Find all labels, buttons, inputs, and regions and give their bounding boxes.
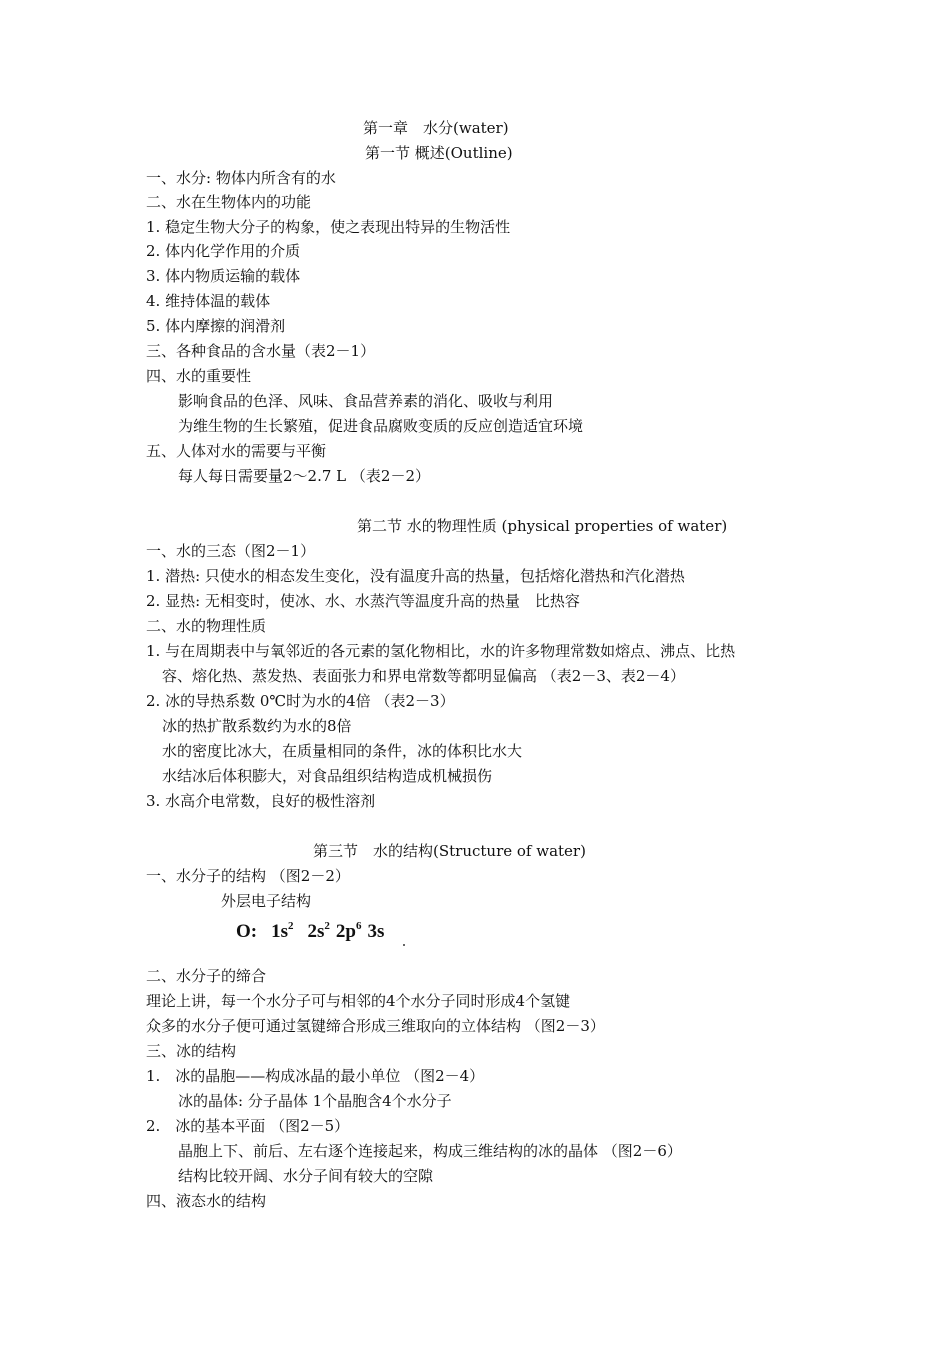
text-line: 三、冰的结构 [146, 1042, 237, 1060]
text-line: 3. 水高介电常数，良好的极性溶剂 [146, 792, 376, 810]
text-line: 众多的水分子便可通过氢键缔合形成三维取向的立体结构 （图2－3） [146, 1017, 605, 1035]
text-line: 结构比较开阔、水分子间有较大的空隙 [178, 1167, 434, 1185]
text-line: 二、水的物理性质 [146, 617, 267, 635]
text-line: 1. 冰的晶胞——构成冰晶的最小单位 （图2－4） [146, 1067, 485, 1085]
formula-term: 3s [367, 921, 385, 942]
text-line: 2. 冰的导热系数 0℃时为水的4倍 （表2－3） [146, 692, 455, 710]
text-line: 二、水分子的缔合 [146, 967, 267, 985]
electron-configuration-formula [236, 914, 384, 944]
text-line: 3. 体内物质运输的载体 [146, 267, 301, 285]
text-line: 1. 稳定生物大分子的构象，使之表现出特异的生物活性 [146, 218, 511, 236]
text-line: 5. 体内摩擦的润滑剂 [146, 317, 286, 335]
text-line: 2. 显热: 无相变时，使冰、水、水蒸汽等温度升高的热量 比热容 [146, 592, 580, 610]
text-line: 四、液态水的结构 [146, 1192, 267, 1210]
text-line: 容、熔化热、蒸发热、表面张力和界电常数等都明显偏高 （表2－3、表2－4） [162, 667, 685, 685]
formula-term: $2s^2$ [307, 920, 330, 942]
text-line: 四、水的重要性 [146, 367, 252, 385]
text-line: 三、各种食品的含水量（表2－1） [146, 342, 376, 360]
text-line: 理论上讲，每一个水分子可与相邻的4个水分子同时形成4个氢键 [146, 992, 571, 1010]
text-line: 每人每日需要量2～2.7 L （表2－2） [178, 467, 430, 485]
chapter-title: 第一章 水分(water) [363, 119, 509, 137]
text-line: 五、人体对水的需要与平衡 [146, 442, 327, 460]
text-line: 为维生物的生长繁殖，促进食品腐败变质的反应创造适宜环境 [178, 417, 584, 435]
formula-term: $2p^6$ [335, 920, 362, 942]
text-line: 外层电子结构 [221, 892, 312, 910]
formula-element: O: [236, 921, 258, 942]
text-line: 晶胞上下、前后、左右逐个连接起来，构成三维结构的冰的晶体 （图2－6） [178, 1142, 682, 1160]
text-line: 1. 潜热: 只使水的相态发生变化，没有温度升高的热量，包括熔化潜热和汽化潜热 [146, 567, 685, 585]
text-line: 影响食品的色泽、风味、食品营养素的消化、吸收与利用 [178, 392, 554, 410]
section-2-title: 第二节 水的物理性质 (physical properties of water) [357, 517, 728, 535]
text-line: 水结冰后体积膨大，对食品组织结构造成机械损伤 [162, 767, 493, 785]
text-line: 冰的晶体: 分子晶体 1个晶胞含4个水分子 [178, 1092, 452, 1110]
text-line: 4. 维持体温的载体 [146, 292, 271, 310]
text-line: 二、水在生物体内的功能 [146, 193, 312, 211]
formula-term: $1s^2$ [271, 920, 294, 942]
section-1-title: 第一节 概述(Outline) [365, 144, 513, 162]
text-line: 2. 体内化学作用的介质 [146, 242, 301, 260]
section-3-title: 第三节 水的结构(Structure of water) [313, 842, 586, 860]
text-line: 一、水分: 物体内所含有的水 [146, 169, 336, 187]
text-line: 2. 冰的基本平面 （图2－5） [146, 1117, 350, 1135]
text-line: 冰的热扩散系数约为水的8倍 [162, 717, 352, 735]
text-line: 水的密度比冰大，在质量相同的条件，冰的体积比水大 [162, 742, 523, 760]
stray-dot [403, 944, 405, 946]
text-line: 一、水的三态（图2－1） [146, 542, 316, 560]
text-line: 1. 与在周期表中与氧邻近的各元素的氢化物相比，水的许多物理常数如熔点、沸点、比热 [146, 642, 736, 660]
text-line: 一、水分子的结构 （图2－2） [146, 867, 350, 885]
